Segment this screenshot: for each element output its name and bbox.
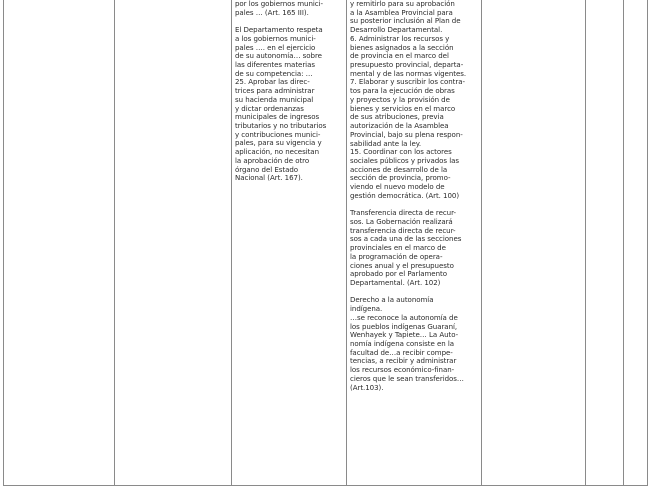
col4-paragraph-2: Transferencia directa de recur- sos. La Gobernación realizará transferencia directa de recur- sos a cada una de las secciones provinciales en el marco de la programación de opera- ciones anual y el presupuesto aprobado por el Parlamento Departamental. (Art. 102) [350, 208, 462, 287]
table-cell-col5 [482, 0, 586, 486]
col3-paragraph-1: por los gobiernos munici- pales … (Art. 165 III). [235, 0, 323, 17]
table-row [4, 0, 648, 486]
comparison-table [3, 0, 648, 486]
table-cell-col4 [347, 0, 482, 486]
table-cell-col3 [232, 0, 347, 486]
table-cell-col6 [586, 0, 624, 486]
col3-paragraph-2: El Departamento respeta a los gobiernos munici- pales …. en el ejercicio de su autonomía… sobre las diferentes materias de su competencia: … 25. Aprobar las direc- trices para administrar su hacienda municipal y dictar ordenanzas municipales de ingresos tributarios y no tributarios y contribuciones munici- pales, para su vigencia y aplicación, no necesitan la aprobación de otro órgano del Estado Nacional (Art. 167). [235, 25, 327, 183]
col4-paragraph-3: Derecho a la autonomía indígena. …se reconoce la autonomía de los pueblos indígenas Guaraní, Wenhayek y Tapiete… La Auto- nomía indígena consiste en la facultad de…a recibir compe- tencias, a recibir y administrar los recursos económico-finan- cieros que le sean transferidos… (Art.103). [350, 295, 464, 392]
table-cell-col7 [624, 0, 648, 486]
col4-paragraph-1: y remitirlo para su aprobación a la Asamblea Provincial para su posterior inclusión al Plan de Desarrollo Departamental. 6. Administrar los recursos y bienes asignados a la sección de provincia en el marco del presupuesto provincial, departa- mental y de las normas vigentes. 7. Elaborar y suscribir los contra- tos para la ejecución de obras y proyectos y la provisión de bienes y servicios en el marco de sus atribuciones, previa autorización de la Asamblea Provincial, bajo su plena respon- sabilidad ante la ley. 15. Coordinar con los actores sociales públicos y privados las acciones de desarrollo de la sección de provincia, promo- viendo el nuevo modelo de gestión democrática. (Art. 100) [350, 0, 467, 200]
table-cell-col1 [4, 0, 115, 486]
table-cell-col2 [115, 0, 232, 486]
